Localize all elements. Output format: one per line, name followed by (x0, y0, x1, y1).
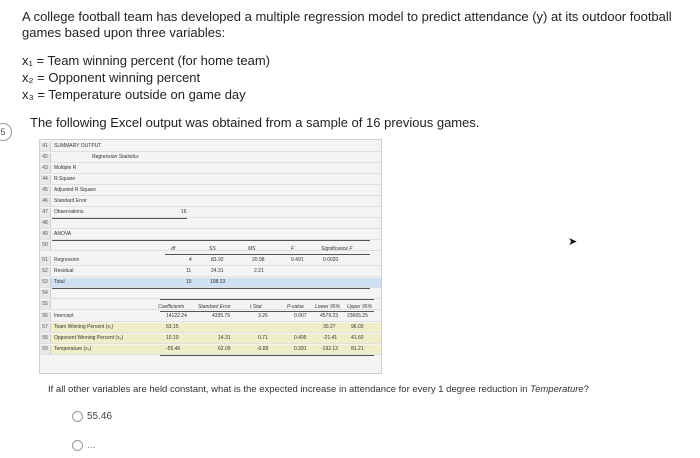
stat-label: Observations (54, 209, 84, 215)
answer-option-label: ... (87, 440, 96, 451)
side-marker[interactable]: 5 (0, 123, 12, 141)
table-rule (160, 355, 374, 356)
table-rule (52, 240, 370, 241)
answer-option[interactable] (72, 440, 95, 451)
anova-f: 9.491 (291, 257, 304, 263)
coef-value: -55.46 (166, 346, 181, 352)
coef-lower: 4579.23 (320, 313, 339, 319)
coef-header: t Stat (250, 304, 262, 310)
coef-upper: 41.60 (351, 335, 364, 341)
stat-label: R Square (54, 176, 76, 182)
coef-t: -0.89 (257, 346, 269, 352)
anova-ss: 83.92 (211, 257, 224, 263)
row-number: 58 (40, 334, 51, 343)
anova-df: 15 (186, 279, 192, 285)
row-number: 43 (40, 164, 51, 173)
row-number: 57 (40, 323, 51, 332)
anova-row (40, 256, 381, 266)
table-rule (165, 254, 370, 255)
sheet-row (40, 175, 381, 185)
sheet-row (40, 153, 381, 163)
radio-button[interactable] (72, 411, 83, 422)
stat-label: Multiple R (54, 165, 77, 171)
mouse-cursor-icon: ➤ (568, 236, 578, 248)
coef-value: 63.15 (166, 324, 179, 330)
coef-upper: 96.03 (351, 324, 364, 330)
coef-row (40, 334, 381, 344)
coef-header: Coefficients (158, 304, 185, 310)
anova-sig: 0.0020 (323, 257, 339, 263)
sheet-row (40, 230, 381, 240)
regression-statistics-label: Regression Statistics (92, 154, 139, 160)
answer-option[interactable] (72, 411, 112, 422)
stat-label: Adjusted R Square (54, 187, 96, 193)
anova-ms: 2.21 (254, 268, 264, 274)
excel-lead-text: The following Excel output was obtained from a sample of 16 previous games. (30, 115, 480, 130)
coef-value: 10.10 (166, 335, 179, 341)
coef-header: P-value (287, 304, 304, 310)
coef-p: 0.391 (294, 346, 307, 352)
coef-se: 4335.79 (212, 313, 231, 319)
question-text: If all other variables are held constant, what is the expected increase in attendance for every 1 degree reduction in Temperature? (48, 384, 589, 395)
row-number: 51 (40, 256, 51, 265)
coef-lower: -21.41 (323, 335, 338, 341)
anova-header-df: df (171, 246, 176, 252)
table-rule (160, 299, 374, 300)
anova-label: ANOVA (54, 231, 72, 237)
anova-row-label: Residual (54, 268, 74, 274)
anova-row-label: Total (54, 279, 65, 285)
row-number: 56 (40, 312, 51, 321)
coef-row (40, 345, 381, 355)
anova-row-label: Regression (54, 257, 80, 263)
coef-row-label: Opponent Winning Percent (x₂) (54, 335, 124, 341)
anova-header-ms: MS (248, 246, 256, 252)
sheet-row (40, 186, 381, 196)
anova-header-f: F (291, 246, 295, 252)
coef-row-label: Temperature (x₃) (54, 346, 92, 352)
coef-p: 0.495 (294, 335, 307, 341)
temperature-emphasis: Temperature (530, 384, 584, 395)
row-number: 50 (40, 241, 51, 250)
variable-definitions (22, 52, 270, 103)
sheet-row (40, 289, 381, 299)
problem-intro: A college football team has developed a multiple regression model to predict attendance (y) at its outdoor football games based upon three variables: (22, 9, 672, 40)
row-number: 55 (40, 300, 51, 309)
variable-x1: x₁ = Team winning percent (for home team) (22, 53, 271, 68)
coef-header: Standard Error (198, 304, 231, 310)
coef-row-label: Intercept (54, 313, 74, 319)
anova-header-sig: Significance F (321, 246, 353, 252)
coef-p: 0.007 (294, 313, 307, 319)
anova-header-ss: SS (209, 246, 216, 252)
coef-row (40, 323, 381, 333)
coef-upper: 81.21 (351, 346, 364, 352)
coef-row (40, 312, 381, 322)
row-number: 54 (40, 289, 51, 298)
coef-lower: 30.27 (323, 324, 336, 330)
row-number: 52 (40, 267, 51, 276)
anova-row (40, 267, 381, 277)
coef-header: Lower 95% (315, 304, 341, 310)
coef-upper: 23665.25 (347, 313, 368, 319)
coef-row-label: Team Winning Percent (x₁) (54, 324, 114, 330)
sheet-row (40, 219, 381, 229)
summary-output-label: SUMMARY OUTPUT (54, 143, 102, 149)
coef-t: 0.71 (258, 335, 268, 341)
excel-output-image (39, 139, 382, 374)
coef-t: 3.26 (258, 313, 268, 319)
coef-lower: -192.13 (321, 346, 338, 352)
row-number: 53 (40, 278, 51, 287)
row-number: 45 (40, 186, 51, 195)
anova-df: 4 (189, 257, 192, 263)
row-number: 42 (40, 153, 51, 162)
variable-x2: x₂ = Opponent winning percent (22, 70, 201, 85)
anova-row (40, 278, 381, 288)
sheet-row (40, 208, 381, 218)
row-number: 59 (40, 345, 51, 354)
coef-se: 14.31 (218, 335, 231, 341)
anova-ss: 24.31 (211, 268, 224, 274)
row-number: 41 (40, 142, 51, 151)
sheet-row (40, 164, 381, 174)
coef-value: 14122.24 (166, 313, 187, 319)
row-number: 47 (40, 208, 51, 217)
stat-label: Standard Error (54, 198, 87, 204)
sheet-row (40, 197, 381, 207)
coef-se: 62.09 (218, 346, 231, 352)
row-number: 44 (40, 175, 51, 184)
radio-button[interactable] (72, 440, 83, 451)
variable-x3: x₃ = Temperature outside on game day (22, 87, 246, 102)
row-number: 46 (40, 197, 51, 206)
anova-ss: 108.23 (210, 279, 226, 285)
sheet-row (40, 142, 381, 152)
observations-value: 16 (181, 209, 187, 215)
row-number: 48 (40, 219, 51, 228)
anova-df: 11 (186, 268, 192, 274)
anova-ms: 20.98 (252, 257, 265, 263)
answer-option-label: 55.46 (87, 411, 113, 422)
row-number: 49 (40, 230, 51, 239)
coef-header: Upper 95% (347, 304, 373, 310)
